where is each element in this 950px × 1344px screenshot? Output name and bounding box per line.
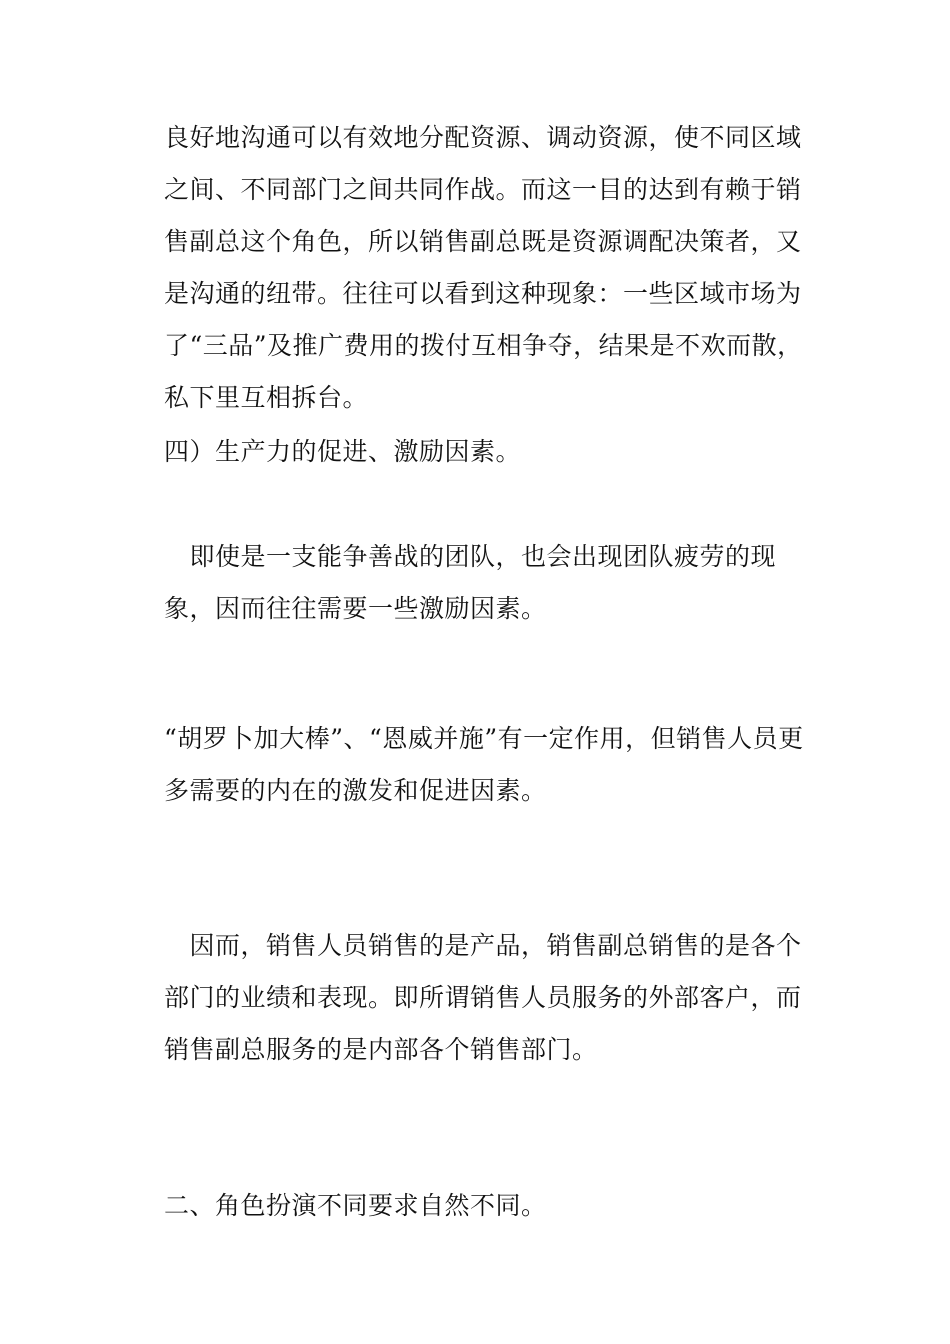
paragraph-team-fatigue: 即使是一支能争善战的团队，也会出现团队疲劳的现象，因而往往需要一些激励因素。	[164, 542, 777, 623]
section-heading-roles: 二、角色扮演不同要求自然不同。	[164, 1191, 547, 1220]
paragraph-internal-service: 因而，销售人员销售的是产品，销售副总销售的是各个部门的业绩和表现。即所谓销售人员服务的外部客户，而销售副总服务的是内部各个销售部门。	[164, 931, 802, 1064]
paragraph-resource-communication: 良好地沟通可以有效地分配资源、调动资源，使不同区域之间、不同部门之间共同作战。而这一目的达到有赖于销售副总这个角色，所以销售副总既是资源调配决策者，又是沟通的纽带。往往可以看到这种现象：一些区域市场为了“三品”及推广费用的拨付互相争夺，结果是不欢而散，私下里互相拆台。	[164, 123, 803, 412]
section-heading-productivity: 四）生产力的促进、激励因素。	[164, 437, 522, 466]
paragraph-carrot-stick: “胡罗卜加大棒”、“恩威并施”有一定作用，但销售人员更多需要的内在的激发和促进因素。	[164, 724, 804, 805]
